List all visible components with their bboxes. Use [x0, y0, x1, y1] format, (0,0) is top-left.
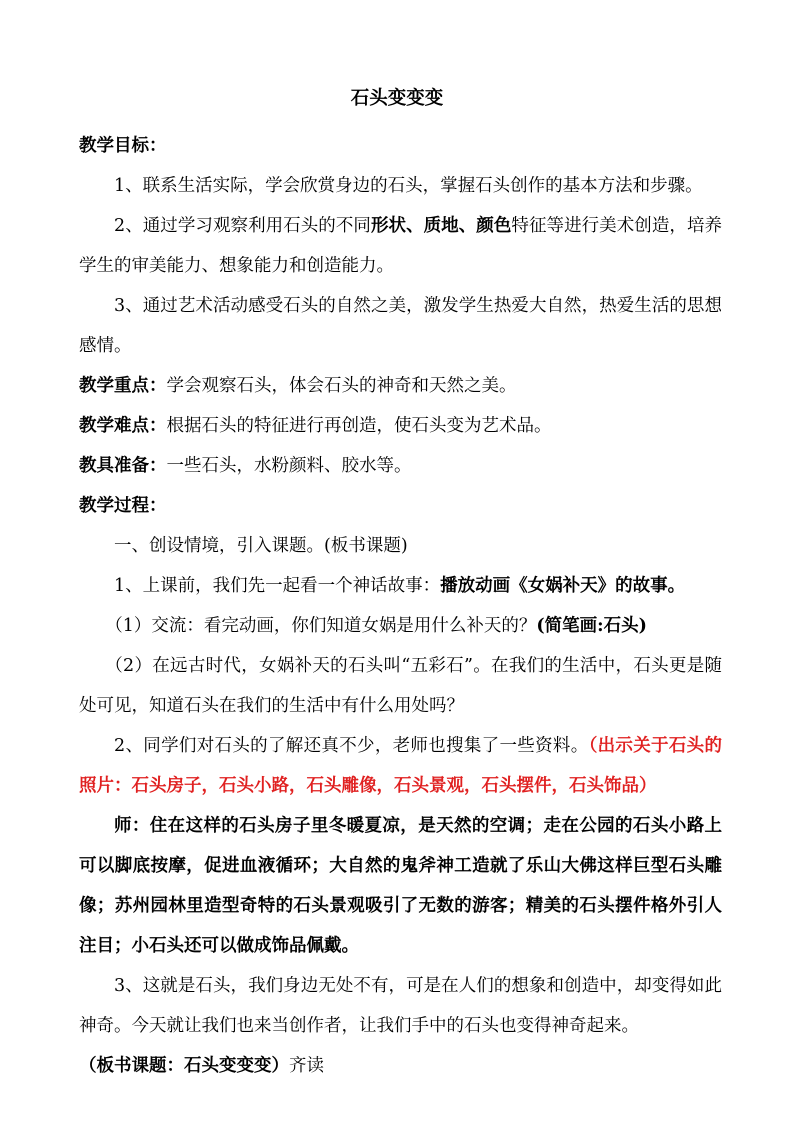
objective-1: 1、联系生活实际，学会欣赏身边的石头，掌握石头创作的基本方法和步骤。 [114, 176, 703, 196]
document-title: 石头变变变 [350, 88, 444, 109]
document-body [79, 126, 722, 1086]
key-point-text: 学会观察石头，体会石头的神奇和天然之美。 [166, 376, 517, 396]
objectives-heading: 教学目标： [79, 136, 167, 156]
objective-2-bold: 形状、质地、颜色 [370, 216, 512, 236]
process-paragraph-1-bold: 播放动画《女娲补天》的故事。 [440, 576, 686, 596]
key-point [79, 366, 722, 406]
process-paragraph-4-red: （出示关于石头的照片：石头房子，石头小路，石头雕像，石头景观，石头摆件，石头饰品） [79, 736, 722, 796]
process-heading: 教学过程： [79, 496, 167, 516]
objective-3: 3、通过艺术活动感受石头的自然之美，激发学生热爱大自然，热爱生活的思想感情。 [79, 296, 722, 356]
process-paragraph-3: （2）在远古时代，女娲补天的石头叫“五彩石”。在我们的生活中，石头更是随处可见，知道石头在我们的生活中有什么用处吗？ [79, 656, 722, 716]
process-paragraph-6: 3、这就是石头，我们身边无处不有，可是在人们的想象和创造中，却变得如此神奇。今天就让我们也来当创作者，让我们手中的石头也变得神奇起来。 [79, 976, 722, 1036]
process-paragraph-2-bold: (简笔画:石头) [536, 616, 647, 636]
objective-2-text-b: 特征等进行美术创造，培养学生的审美能力、想象能力和创造能力。 [79, 216, 723, 276]
objective-2 [79, 206, 722, 286]
process-paragraph-2 [79, 606, 722, 646]
process-paragraph-4 [79, 726, 722, 806]
difficulty-text: 根据石头的特征进行再创造，使石头变为艺术品。 [166, 416, 552, 436]
process-section-1: 一、创设情境，引入课题。(板书课题) [114, 536, 408, 556]
process-paragraph-7 [79, 1046, 722, 1086]
process-paragraph-7-bold: （板书课题：石头变变变） [79, 1056, 289, 1076]
process-paragraph-1-text: 1、上课前，我们先一起看一个神话故事： [114, 576, 441, 596]
materials [79, 446, 722, 486]
process-paragraph-2-text: （1）交流：看完动画，你们知道女娲是用什么补天的？ [105, 616, 537, 636]
materials-text: 一些石头，水粉颜料、胶水等。 [166, 456, 412, 476]
materials-label: 教具准备： [79, 456, 167, 476]
key-point-label: 教学重点： [79, 376, 167, 396]
difficulty-label: 教学难点： [79, 416, 167, 436]
process-paragraph-5: 师：住在这样的石头房子里冬暖夏凉，是天然的空调；走在公园的石头小路上可以脚底按摩，促进血液循环；大自然的鬼斧神工造就了乐山大佛这样巨型石头雕像；苏州园林里造型奇特的石头景观吸引了无数的游客；精美的石头摆件格外引人注目；小石头还可以做成饰品佩戴。 [79, 816, 722, 956]
process-paragraph-4-text: 2、同学们对石头的了解还真不少，老师也搜集了一些资料。 [114, 736, 589, 756]
process-paragraph-7-text: 齐读 [289, 1056, 324, 1076]
process-paragraph-1 [79, 566, 722, 606]
difficulty [79, 406, 722, 446]
objective-2-text-a: 2、通过学习观察利用石头的不同 [114, 216, 371, 236]
